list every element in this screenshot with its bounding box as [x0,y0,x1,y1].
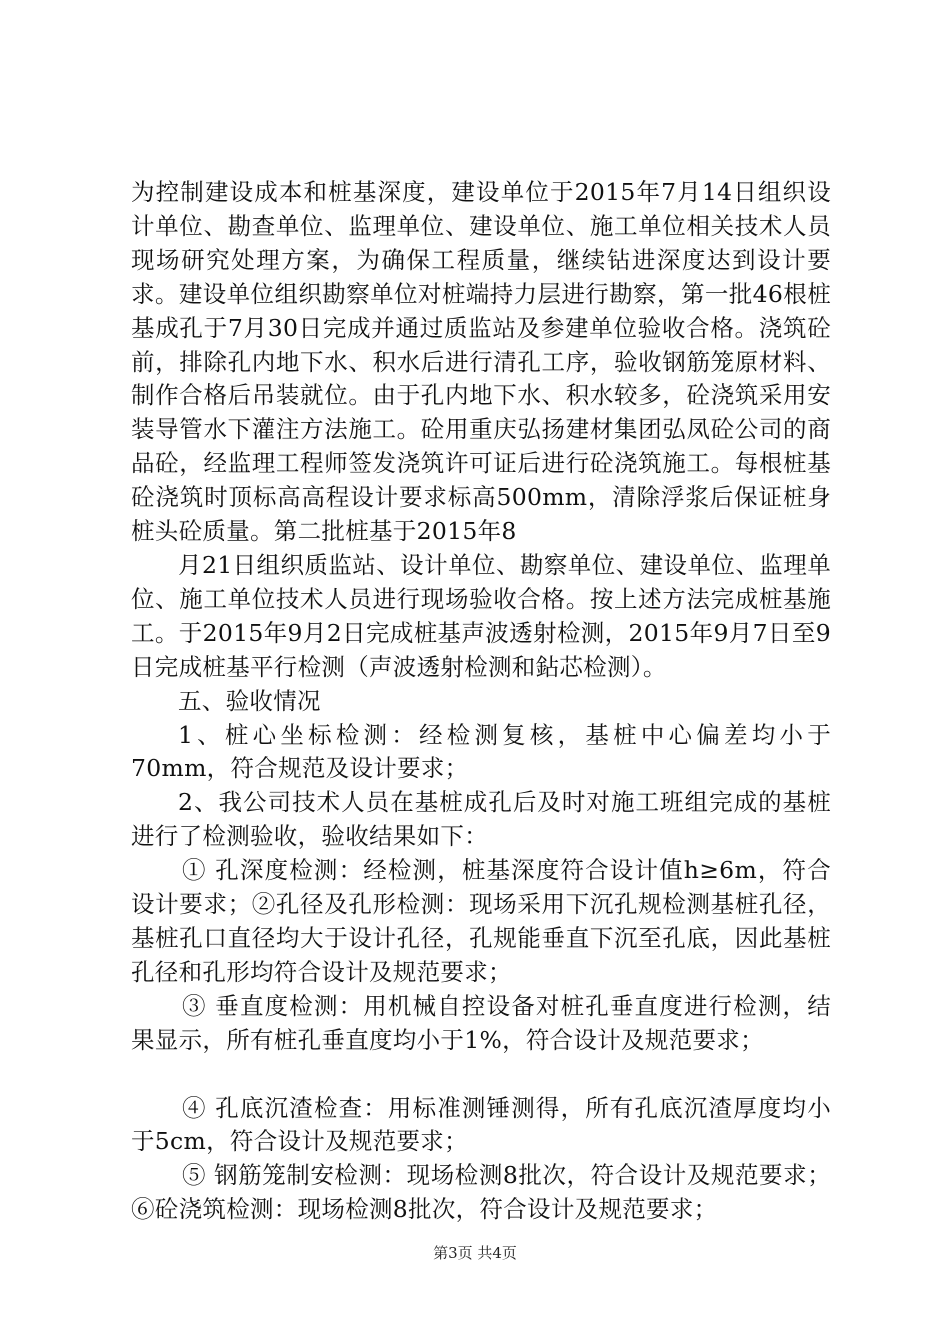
paragraph-rebar-concrete: ⑤ 钢筋笼制安检测：现场检测8批次，符合设计及规范要求；⑥砼浇筑检测：现场检测8批次，符合设计及规范要求； [131,1161,831,1224]
paragraph-verticality: ③ 垂直度检测：用机械自控设备对桩孔垂直度进行检测，结果显示，所有桩孔垂直度均小于1%，符合设计及规范要求； [131,991,831,1054]
document-body [131,176,831,1227]
paragraph-pile-construction: 为控制建设成本和桩基深度，建设单位于2015年7月14日组织设计单位、勘查单位、监理单位、建设单位、施工单位相关技术人员现场研究处理方案，为确保工程质量，继续钻进深度达到设计要求。建设单位组织勘察单位对桩端持力层进行勘察，第一批46根桩基成孔于7月30日完成并通过质监站及参建单位验收合格。浇筑砼前，排除孔内地下水、积水后进行清孔工序，验收钢筋笼原材料、制作合格后吊装就位。由于孔内地下水、积水较多，砼浇筑采用安装导管水下灌注方法施工。砼用重庆弘扬建材集团弘凤砼公司的商品砼，经监理工程师签发浇筑许可证后进行砼浇筑施工。每根桩基砼浇筑时顶标高高程设计要求标高500mm，清除浮浆后保证桩身桩头砼质量。第二批桩基于2015年8 [131,178,831,546]
paragraph-item-2: 2、我公司技术人员在基桩成孔后及时对施工班组完成的基桩进行了检测验收，验收结果如下： [131,788,831,851]
paragraph-sediment: ④ 孔底沉渣检查：用标准测锤测得，所有孔底沉渣厚度均小于5cm，符合设计及规范要求； [131,1093,831,1156]
paragraph-acceptance-inspection: 月21日组织质监站、设计单位、勘察单位、建设单位、监理单位、施工单位技术人员进行现场验收合格。按上述方法完成桩基施工。于2015年9月2日完成桩基声波透射检测，2015年9月7日至9日完成桩基平行检测（声波透射检测和鉆芯检测）。 [131,550,831,681]
paragraph-item-1: 1、桩心坐标检测：经检测复核，基桩中心偏差均小于70mm，符合规范及设计要求； [131,720,831,783]
section-heading-acceptance: 五、验收情况 [178,686,321,715]
paragraph-hole-depth: ① 孔深度检测：经检测，桩基深度符合设计值h≥6m，符合设计要求；②孔径及孔形检测：现场采用下沉孔规检测基桩孔径，基桩孔口直径均大于设计孔径，孔规能垂直下沉至孔底，因此基桩孔径和孔形均符合设计及规范要求； [131,856,831,986]
page-footer: 第3页 共4页 [433,1244,517,1262]
blank-line [131,1058,831,1092]
